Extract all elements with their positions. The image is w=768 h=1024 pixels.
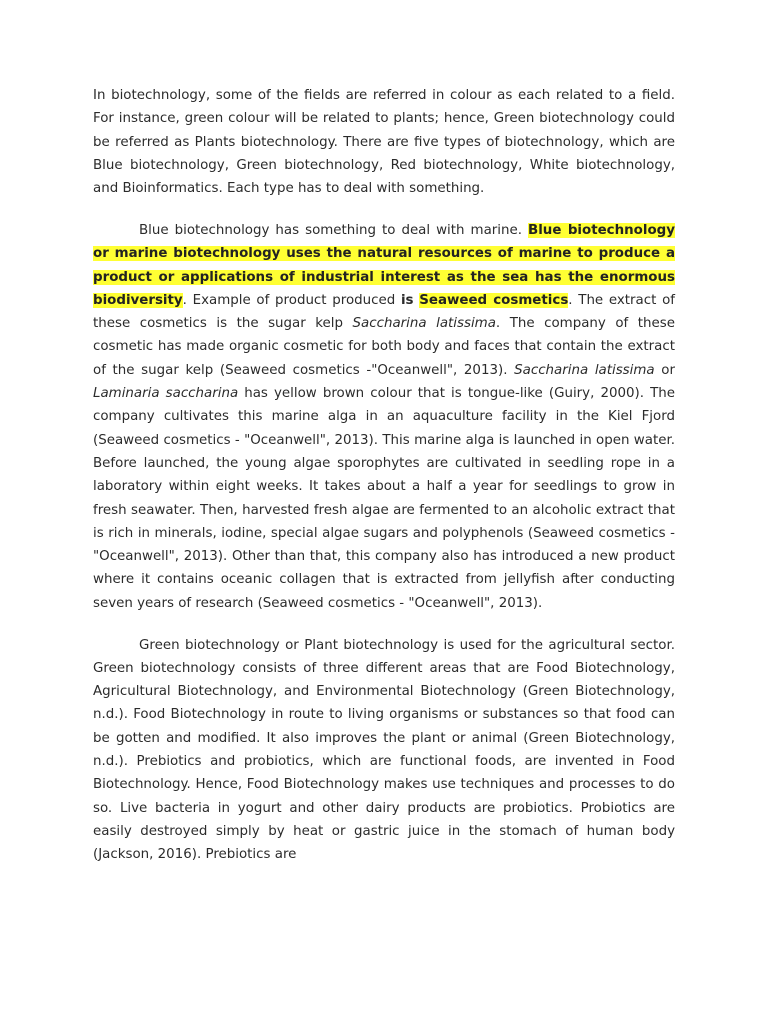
text-run: Blue biotechnology has something to deal with marine.: [139, 222, 528, 238]
italic-species-name: Saccharina latissima: [514, 362, 655, 378]
text-run: . The extract of these cosmetics is the sugar kelp: [93, 292, 675, 332]
text-run: has yellow brown colour that is tongue-like (Guiry, 2000). The company cultivates this marine alga in an aquaculture facility in the Kiel Fjord (Seaweed cosmetics - "Oceanwell", 2013). This marine alga is launched in open water. Before launched, the young algae sporophytes are cultivated in seedling rope in a laboratory within eight weeks. It takes about a half a year for seedlings to grow in fresh seawater. Then, harvested fresh algae are fermented to an alcoholic extract that is rich in minerals, iodine, special algae sugars and polyphenols (Seaweed cosmetics - "Oceanwell", 2013). Other than that, this company also has introduced a new product where it contains oceanic collagen that is extracted from jellyfish after conducting seven years of research (Seaweed cosmetics - "Oceanwell", 2013).: [93, 386, 675, 611]
italic-species-name: Saccharina latissima: [352, 316, 496, 332]
text-run: . Example of product produced: [182, 292, 401, 308]
document-body: [93, 84, 675, 867]
text-run: or: [654, 362, 675, 378]
text-run: . The company of these cosmetic has made organic cosmetic for both body and faces that contain the extract of the sugar kelp (Seaweed cosmetics -"Oceanwell", 2013).: [93, 316, 675, 378]
bold-text: is: [400, 292, 414, 308]
paragraph-intro: [93, 84, 675, 200]
italic-species-name: Laminaria saccharina: [93, 386, 239, 402]
highlighted-text: Blue biotechnology or marine biotechnology uses the natural resources of marine to produce a product or applications of industrial interest as the sea has the enormous biodiversity: [93, 222, 675, 308]
paragraph-green-text: Green biotechnology or Plant biotechnology is used for the agricultural sector. Green biotechnology consists of three different areas that are Food Biotechnology, Agricultural Biotechnology, and Environmental Biotechnology (Green Biotechnology, n.d.). Food Biotechnology in route to living organisms or substances so that food can be gotten and modified. It also improves the plant or animal (Green Biotechnology, n.d.). Prebiotics and probiotics, which are functional foods, are invented in Food Biotechnology. Hence, Food Biotechnology makes use techniques and processes to do so. Live bacteria in yogurt and other dairy products are probiotics. Probiotics are easily destroyed simply by heat or gastric juice in the stomach of human body (Jackson, 2016). Prebiotics are: [93, 637, 675, 863]
highlighted-text: Seaweed cosmetics: [419, 292, 569, 308]
paragraph-green-biotechnology: [93, 634, 675, 867]
paragraph-blue-biotechnology: [93, 219, 675, 615]
paragraph-intro-text: In biotechnology, some of the fields are referred in colour as each related to a field. For instance, green colour will be related to plants; hence, Green biotechnology could be referred as Plants biotechnology. There are five types of biotechnology, which are Blue biotechnology, Green biotechnology, Red biotechnology, White biotechnology, and Bioinformatics. Each type has to deal with something.: [93, 88, 675, 197]
